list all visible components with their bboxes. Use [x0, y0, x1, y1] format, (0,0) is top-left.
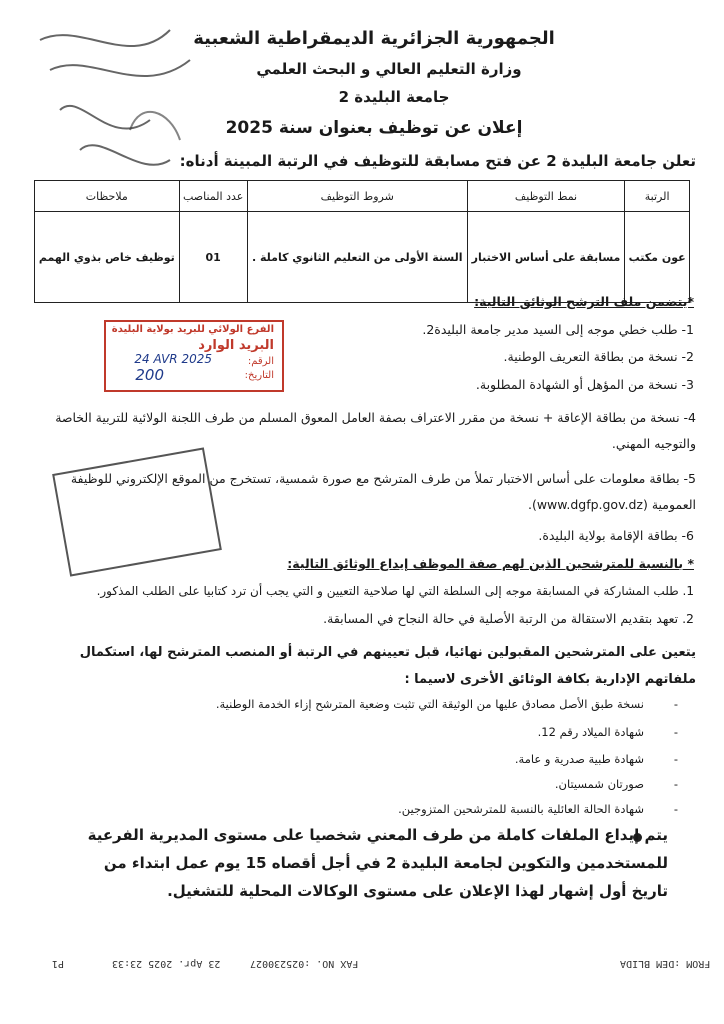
announcement-title: إعلان عن توظيف بعنوان سنة 2025	[225, 118, 523, 138]
header-notes: ملاحظات	[35, 181, 180, 212]
employee-section-title: * بالنسبة للمترشحين الذين لهم صفة الموظف إيداع الوثائق التالية:	[287, 556, 694, 571]
cell-positions-count: 01	[179, 212, 247, 303]
cell-recruitment-mode: مسابقة على أساس الاختبار	[467, 212, 625, 303]
signature-scribble-icon	[20, 10, 220, 190]
stamp-date: 24 AVR 2025	[134, 352, 212, 366]
republic-heading: الجمهورية الجزائرية الديمقراطية الشعبية	[193, 28, 555, 49]
documents-item-1: 1- طلب خطي موجه إلى السيد مدير جامعة البليدة2.	[422, 322, 694, 337]
header-positions-count: عدد المناصب	[179, 181, 247, 212]
documents-item-4: 4- نسخة من بطاقة الإعاقة + نسخة من مقرر الاعتراف بصفة العامل المعوق المسلم من طرف اللجنة الولائية للتربية الخاصة والتوجيه المهني.	[55, 410, 696, 452]
accepted-item-5: - شهادة الحالة العائلية بالنسبة للمترشحين المتزوجين.	[84, 802, 644, 816]
documents-section-title: *يتضمن ملف الترشح الوثائق التالية:	[474, 294, 694, 309]
accepted-section-intro: يتعين على المترشحين المقبولين نهائيا، قبل تعيينهم في الرتبة أو المنصب المترشح لها، استكمال ملفاتهم الإدارية بكافة الوثائق الأخرى لاسيما :	[79, 645, 696, 688]
table-row	[35, 212, 690, 303]
documents-item-6: 6- بطاقة الإقامة بولاية البليدة.	[538, 528, 694, 543]
accepted-item-4: - صورتان شمسيتان.	[84, 777, 644, 791]
university-heading: جامعة البليدة 2	[338, 88, 450, 106]
cell-notes: توظيف خاص بذوي الهمم	[35, 212, 180, 303]
employee-item-1: 1. طلب المشاركة في المسابقة موجه إلى السلطة التي لها صلاحية التعيين و التي يجب أن ترد كتابيا على الطلب المذكور.	[96, 584, 694, 598]
stamp-number: 200	[135, 366, 164, 384]
cell-conditions: السنة الأولى من التعليم الثانوي كاملة .	[247, 212, 467, 303]
accepted-item-3: - شهادة طبية صدرية و عامة.	[84, 752, 644, 766]
documents-item-3: 3- نسخة من المؤهل أو الشهادة المطلوبة.	[475, 377, 694, 392]
header-recruitment-mode: نمط التوظيف	[467, 181, 625, 212]
header-grade: الرتبة	[625, 181, 690, 212]
documents-item-5: 5- بطاقة معلومات على أساس الاختبار تملأ من طرف المترشح مع صورة شمسية، تستخرج من الموقع الإلكتروني للوظيفة العمومية (www.dgfp.gov.dz).	[70, 471, 696, 513]
reception-stamp	[104, 320, 284, 392]
announcement-subtitle: تعلن جامعة البليدة 2 عن فتح مسابقة للتوظيف في الرتبة المبينة أدناه:	[179, 152, 696, 170]
fax-number: FAX NO. :025230027	[250, 958, 359, 969]
fax-page: P1	[52, 958, 65, 969]
positions-table	[34, 180, 690, 303]
deposit-note: يتم إيداع الملفات كاملة من طرف المعني شخصيا على مستوى المديرية الفرعية للمستخدمين والتكوين لجامعة البليدة 2 في أجل أقصاه 15 يوم عمل ابتداء من تاريخ أول إشهار لهذا الإعلان على مستوى الوكالات المحلية للتشغيل.	[87, 826, 668, 900]
cell-grade: عون مكتب	[625, 212, 690, 303]
stamp-line-1: الفرع الولائي للبريد بولاية البليدة	[111, 324, 274, 335]
fax-footer	[0, 958, 724, 978]
stamp-line-3: الرقم:	[247, 356, 274, 367]
header-conditions: شروط التوظيف	[247, 181, 467, 212]
documents-item-2: 2- نسخة من بطاقة التعريف الوطنية.	[503, 349, 694, 364]
accepted-item-1: - نسخة طبق الأصل مصادق عليها من الوثيقة التي تثبت وضعية المترشح إزاء الخدمة الوطنية.	[84, 697, 644, 711]
fax-from: FROM :DEM BLIDA	[620, 958, 711, 969]
employee-item-2: 2. تعهد بتقديم الاستقالة من الرتبة الأصلية في حالة النجاح في المسابقة.	[323, 611, 694, 626]
ministry-heading: وزارة التعليم العالي و البحث العلمي	[256, 60, 522, 78]
fax-date: 23 Apr. 2025 23:33	[112, 958, 221, 969]
stamp-line-2: البريد الوارد	[198, 338, 274, 353]
accepted-item-2: - شهادة الميلاد رقم 12.	[84, 725, 644, 739]
stamp-line-4: التاريخ:	[244, 370, 274, 381]
